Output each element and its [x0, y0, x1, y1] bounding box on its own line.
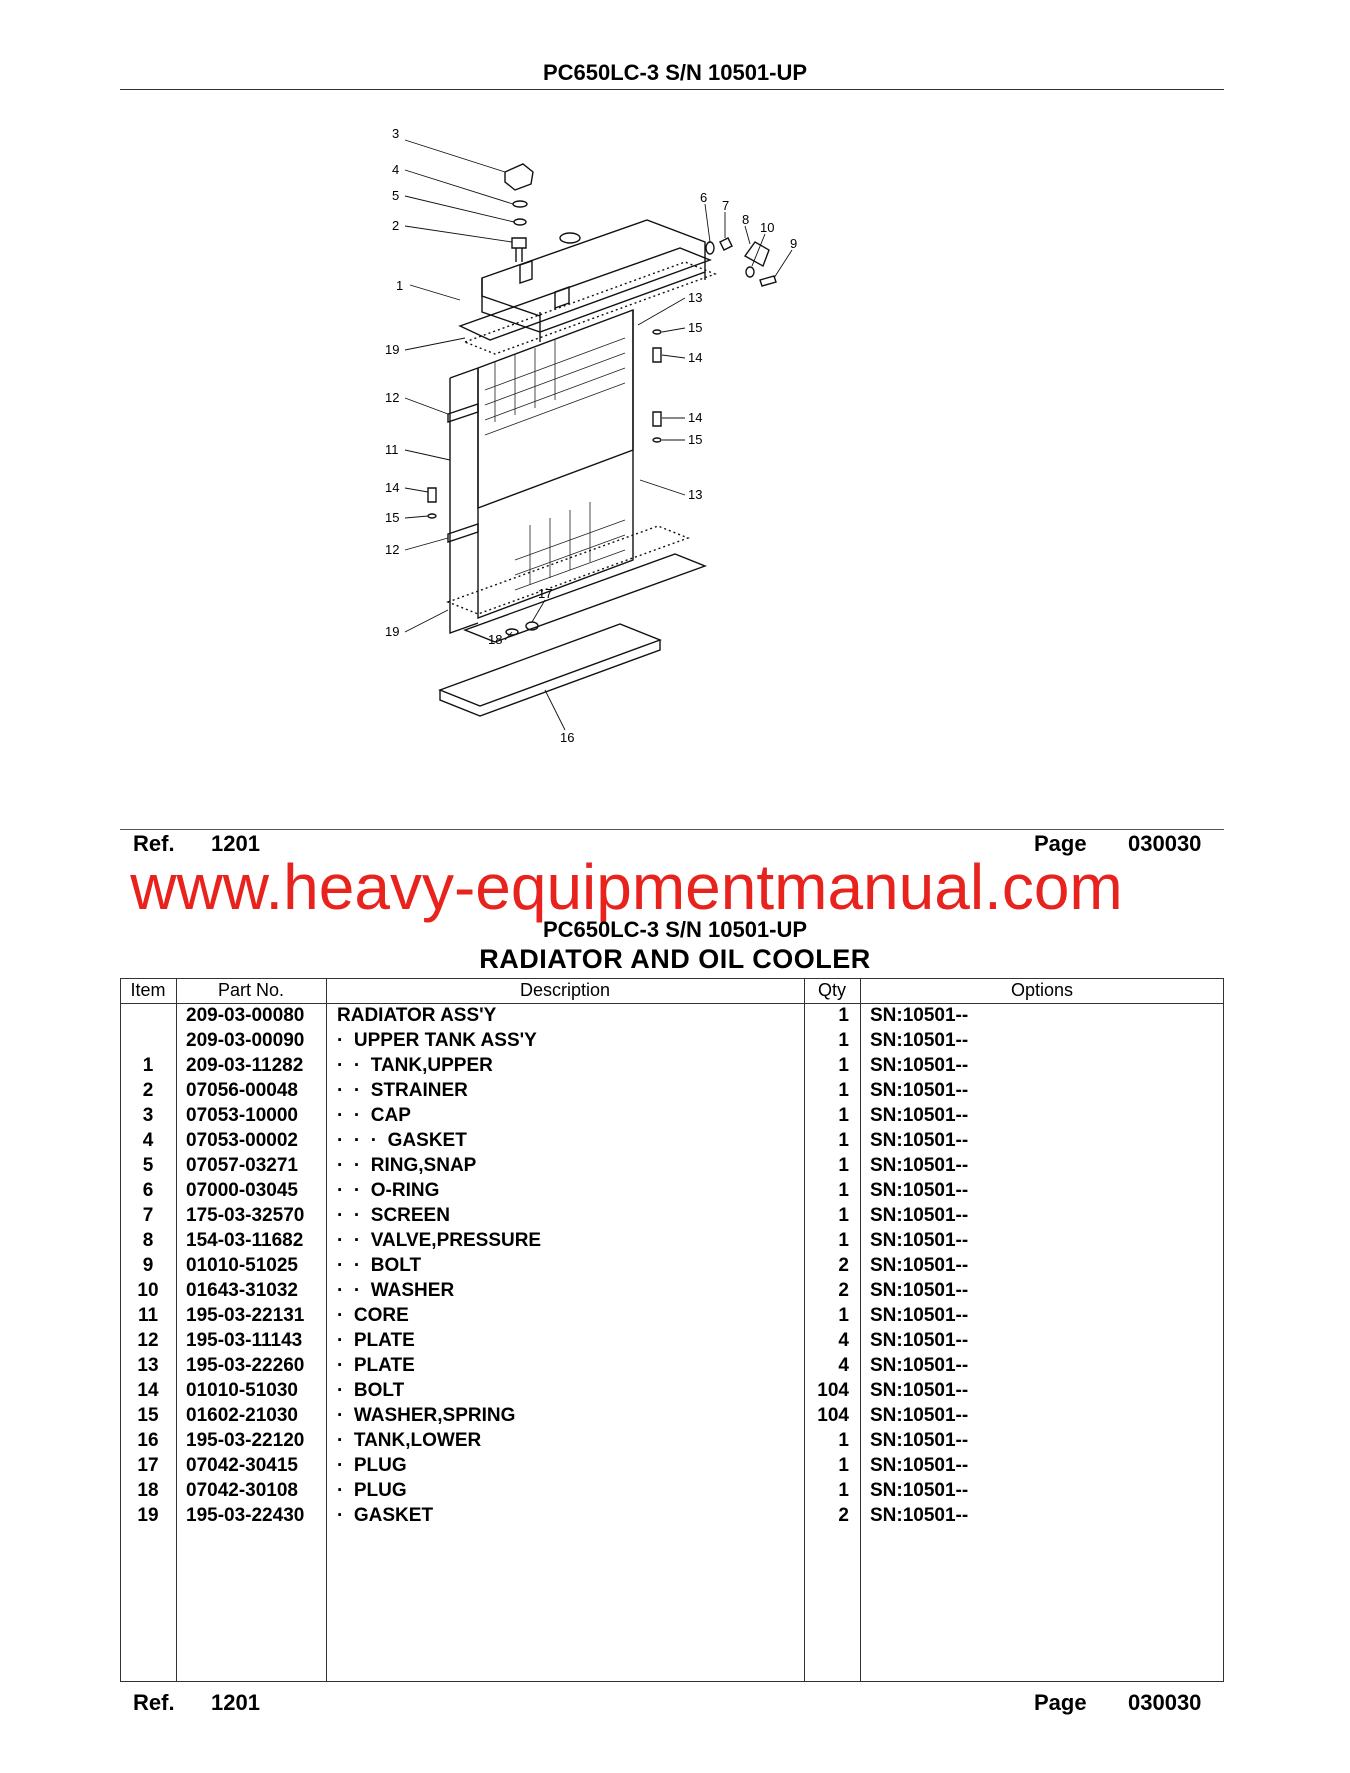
- callout-label: 15: [385, 510, 400, 525]
- callout-label: 7: [722, 198, 730, 213]
- table-row: [0, 1105, 1253, 1130]
- cell-item: 1: [142, 1055, 154, 1076]
- cell-qty: 4: [838, 1330, 849, 1351]
- cell-qty: 1: [838, 1030, 849, 1051]
- table-row: [0, 1255, 1253, 1280]
- column-header-item: Item: [130, 980, 166, 1000]
- callout-label: 8: [742, 212, 750, 227]
- cell-description: RADIATOR ASS'Y: [337, 1005, 497, 1026]
- callout-label: 10: [760, 220, 775, 235]
- callout-label: 12: [385, 390, 400, 405]
- lower-gasket-part: [448, 526, 688, 614]
- callout-label: 13: [688, 290, 703, 305]
- cell-description: · · RING,SNAP: [337, 1155, 477, 1176]
- cell-options: SN:10501--: [870, 1080, 969, 1101]
- cell-part-no: 07056-00048: [186, 1080, 298, 1101]
- table-row: [0, 1355, 1253, 1380]
- callout-label: 11: [385, 442, 399, 457]
- cell-part-no: 209-03-00080: [186, 1005, 305, 1026]
- cell-qty: 1: [838, 1455, 849, 1476]
- cell-item: 11: [137, 1305, 159, 1326]
- callout-label: 5: [392, 188, 400, 203]
- cell-item: 4: [142, 1130, 154, 1151]
- callout-label: 4: [392, 162, 400, 177]
- upper-tank-part: [482, 220, 705, 332]
- column-header-description: Description: [519, 980, 611, 1000]
- cell-item: 5: [142, 1155, 154, 1176]
- table-row: [0, 1330, 1253, 1355]
- cell-description: · · O-RING: [337, 1180, 440, 1201]
- cell-item: 15: [137, 1405, 159, 1426]
- exploded-diagram: [385, 126, 920, 830]
- table-row: [0, 1155, 1253, 1180]
- callout-label: 1: [396, 278, 404, 293]
- bolt-14c-part: [428, 488, 436, 502]
- callout-label: 15: [688, 320, 703, 335]
- cell-options: SN:10501--: [870, 1030, 969, 1051]
- cell-part-no: 195-03-11143: [186, 1330, 303, 1351]
- cell-qty: 2: [838, 1505, 849, 1526]
- table-row: [0, 1430, 1253, 1455]
- callout-label: 16: [560, 730, 575, 745]
- cell-item: 16: [137, 1430, 159, 1451]
- table-row: [0, 1080, 1253, 1105]
- cell-options: SN:10501--: [870, 1305, 969, 1326]
- page-value: 030030: [1128, 831, 1202, 856]
- cell-qty: 1: [838, 1130, 849, 1151]
- cell-part-no: 01010-51025: [186, 1255, 298, 1276]
- cell-options: SN:10501--: [870, 1055, 969, 1076]
- cell-description: · · BOLT: [337, 1255, 422, 1276]
- table-row: [0, 1230, 1253, 1255]
- ref-label: Ref.: [133, 1690, 175, 1715]
- callout-label: 19: [385, 342, 400, 357]
- page-label: Page: [1034, 1690, 1087, 1715]
- cell-item: 17: [137, 1455, 159, 1476]
- snap-ring-part: [514, 219, 526, 225]
- table-row: [0, 1130, 1253, 1155]
- ref-value: 1201: [211, 1690, 260, 1715]
- callout-label: 14: [385, 480, 400, 495]
- callout-label: 14: [688, 350, 703, 365]
- cell-options: SN:10501--: [870, 1230, 969, 1251]
- bolt-9-part: [760, 276, 776, 286]
- table-row: [0, 1455, 1253, 1480]
- page-header-title: PC650LC-3 S/N 10501-UP: [542, 60, 808, 85]
- callout-label: 6: [700, 190, 708, 205]
- cell-qty: 2: [838, 1280, 849, 1301]
- callout-label: 2: [392, 218, 400, 233]
- leader-lines: [405, 140, 792, 730]
- cell-part-no: 209-03-00090: [186, 1030, 305, 1051]
- cell-part-no: 07057-03271: [186, 1155, 298, 1176]
- cell-description: · · VALVE,PRESSURE: [337, 1230, 542, 1251]
- cell-options: SN:10501--: [870, 1405, 969, 1426]
- cell-part-no: 209-03-11282: [186, 1055, 304, 1076]
- cell-item: 10: [137, 1280, 159, 1301]
- column-header-part-no: Part No.: [217, 980, 285, 1000]
- cell-item: 14: [137, 1380, 159, 1401]
- cell-qty: 1: [838, 1105, 849, 1126]
- cell-part-no: 01602-21030: [186, 1405, 298, 1426]
- cell-options: SN:10501--: [870, 1330, 969, 1351]
- column-header-options: Options: [1010, 980, 1074, 1000]
- cell-item: 7: [142, 1205, 154, 1226]
- cell-description: · PLATE: [337, 1330, 415, 1351]
- radiator-exploded-view: [385, 126, 920, 830]
- callout-label: 15: [688, 432, 703, 447]
- cell-options: SN:10501--: [870, 1205, 969, 1226]
- cell-qty: 1: [838, 1005, 849, 1026]
- ref-value: 1201: [211, 831, 260, 856]
- lower-tank-part: [440, 624, 660, 706]
- cell-description: · BOLT: [337, 1380, 405, 1401]
- table-row: [0, 1205, 1253, 1230]
- cell-item: 13: [137, 1355, 159, 1376]
- cell-description: · GASKET: [337, 1505, 434, 1526]
- screen-part: [720, 238, 732, 250]
- cell-description: · PLATE: [337, 1355, 415, 1376]
- cell-qty: 1: [838, 1480, 849, 1501]
- callout-label: 3: [392, 126, 400, 141]
- side-plate-part: [448, 404, 478, 422]
- cell-description: · · STRAINER: [337, 1080, 468, 1101]
- bolt-14a-part: [653, 348, 661, 362]
- cell-part-no: 195-03-22430: [186, 1505, 305, 1526]
- callout-label: 18: [488, 632, 503, 647]
- cell-qty: 1: [838, 1080, 849, 1101]
- table-row: [0, 1480, 1253, 1505]
- washer-part: [746, 267, 754, 277]
- cell-item: 9: [142, 1255, 154, 1276]
- cell-part-no: 195-03-22131: [186, 1305, 305, 1326]
- cell-item: 12: [137, 1330, 159, 1351]
- callout-label: 14: [688, 410, 703, 425]
- table-row: [0, 1005, 1253, 1030]
- cell-part-no: 07042-30108: [186, 1480, 298, 1501]
- cell-options: SN:10501--: [870, 1280, 969, 1301]
- cell-description: · · SCREEN: [337, 1205, 450, 1226]
- watermark-url: www.heavy-equipmentmanual.com: [130, 851, 1123, 923]
- column-header-qty: Qty: [817, 980, 846, 1000]
- cell-part-no: 175-03-32570: [186, 1205, 305, 1226]
- cell-options: SN:10501--: [870, 1480, 969, 1501]
- table-row: [0, 1030, 1253, 1055]
- cell-options: SN:10501--: [870, 1130, 969, 1151]
- cell-options: SN:10501--: [870, 1505, 969, 1526]
- cell-part-no: 01010-51030: [186, 1380, 298, 1401]
- cap-part: [505, 164, 533, 190]
- cell-part-no: 01643-31032: [186, 1280, 298, 1301]
- upper-flange-part: [460, 248, 710, 340]
- cell-description: · · WASHER: [337, 1280, 455, 1301]
- cell-description: · PLUG: [337, 1480, 407, 1501]
- cell-part-no: 07000-03045: [186, 1180, 298, 1201]
- callout-label: 12: [385, 542, 400, 557]
- table-row: [0, 1305, 1253, 1330]
- o-ring-part: [706, 242, 714, 254]
- cell-qty: 1: [838, 1055, 849, 1076]
- table-row: [0, 1380, 1253, 1405]
- bolt-14b-part: [653, 412, 661, 426]
- strainer-part: [512, 238, 526, 262]
- table-row: [0, 1180, 1253, 1205]
- table-row: [0, 1405, 1253, 1430]
- cell-qty: 104: [817, 1380, 849, 1401]
- page-label: Page: [1034, 831, 1087, 856]
- cell-options: SN:10501--: [870, 1105, 969, 1126]
- core-fins: [485, 338, 625, 590]
- table-row: [0, 1505, 1253, 1530]
- cell-item: 3: [142, 1105, 154, 1126]
- cell-options: SN:10501--: [870, 1430, 969, 1451]
- cell-qty: 104: [817, 1405, 849, 1426]
- callout-label: 19: [385, 624, 400, 639]
- cell-options: SN:10501--: [870, 1005, 969, 1026]
- cell-part-no: 195-03-22260: [186, 1355, 305, 1376]
- cell-part-no: 07053-10000: [186, 1105, 298, 1126]
- cell-qty: 1: [838, 1205, 849, 1226]
- cell-part-no: 195-03-22120: [186, 1430, 305, 1451]
- lower-flange-part: [465, 554, 705, 642]
- table-row: [0, 1280, 1253, 1305]
- cell-item: 18: [137, 1480, 159, 1501]
- cell-description: · · · GASKET: [337, 1130, 467, 1151]
- cell-part-no: 07042-30415: [186, 1455, 298, 1476]
- table-row: [0, 1055, 1253, 1080]
- section-model-title: PC650LC-3 S/N 10501-UP: [542, 917, 808, 942]
- cell-part-no: 154-03-11682: [186, 1230, 304, 1251]
- cell-description: · CORE: [337, 1305, 409, 1326]
- cell-description: · UPPER TANK ASS'Y: [337, 1030, 537, 1051]
- cell-item: 19: [137, 1505, 159, 1526]
- callout-label: 17: [538, 586, 553, 601]
- cell-description: · TANK,LOWER: [337, 1430, 482, 1451]
- cell-item: 6: [142, 1180, 154, 1201]
- cell-qty: 1: [838, 1305, 849, 1326]
- cell-item: 2: [142, 1080, 154, 1101]
- cell-item: 8: [142, 1230, 154, 1251]
- cell-options: SN:10501--: [870, 1355, 969, 1376]
- cell-qty: 2: [838, 1255, 849, 1276]
- ref-rule: [120, 829, 1224, 830]
- cell-options: SN:10501--: [870, 1380, 969, 1401]
- cell-options: SN:10501--: [870, 1255, 969, 1276]
- cell-description: · PLUG: [337, 1455, 407, 1476]
- cell-qty: 1: [838, 1430, 849, 1451]
- section-title: RADIATOR AND OIL COOLER: [479, 944, 871, 974]
- header-row-rule: [120, 1003, 1224, 1004]
- callout-labels: [385, 126, 797, 745]
- cell-options: SN:10501--: [870, 1180, 969, 1201]
- ref-label: Ref.: [133, 831, 175, 856]
- cell-description: · · CAP: [337, 1105, 411, 1126]
- callout-label: 13: [688, 487, 703, 502]
- cell-description: · WASHER,SPRING: [337, 1405, 516, 1426]
- upper-gasket-part: [465, 262, 715, 354]
- header-rule: [120, 89, 1224, 90]
- cell-part-no: 07053-00002: [186, 1130, 298, 1151]
- cell-qty: 4: [838, 1355, 849, 1376]
- cell-qty: 1: [838, 1180, 849, 1201]
- cell-options: SN:10501--: [870, 1455, 969, 1476]
- cell-description: · · TANK,UPPER: [337, 1055, 493, 1076]
- cell-options: SN:10501--: [870, 1155, 969, 1176]
- gasket-part: [513, 201, 527, 207]
- cell-qty: 1: [838, 1155, 849, 1176]
- cell-qty: 1: [838, 1230, 849, 1251]
- callout-label: 9: [790, 236, 798, 251]
- page-value: 030030: [1128, 1690, 1202, 1715]
